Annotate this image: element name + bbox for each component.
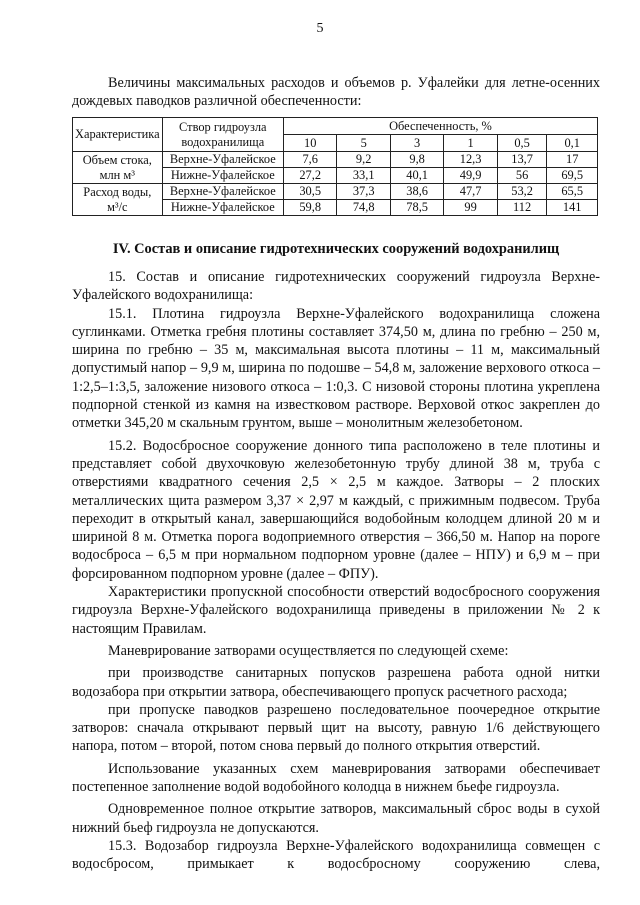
site-cell: Нижне-Уфалейское (162, 200, 283, 216)
page-number: 5 (316, 21, 324, 36)
value-cell: 37,3 (337, 184, 390, 200)
paragraph: Маневрирование затворами осуществляется по следующей схеме: (108, 642, 509, 659)
paragraph: Использование указанных схем маневрирования затворами обеспечивает постепенное заполнение водой водобойного колодца в нижнем бьефе гидроузла. (72, 760, 600, 796)
value-cell: 17 (547, 152, 598, 168)
paragraph: при пропуске паводков разрешено последовательное поочередное открытие затворов: сначала открывают первый щит на высоту, равную 1/6 действующего напора, потом – второй, потом снова первый до полного открытия отверстий. (72, 701, 600, 755)
value-cell: 99 (444, 200, 497, 216)
header-characteristic: Характеристика (73, 118, 163, 152)
value-cell: 74,8 (337, 200, 390, 216)
value-cell: 12,3 (444, 152, 497, 168)
paragraph: при производстве санитарных попусков разрешена работа одной нитки водозабора при открытии затвора, обеспечивающего пропуск расчетного расхода; (72, 665, 600, 700)
body-text (72, 268, 600, 874)
table-row (73, 184, 598, 200)
value-cell: 53,2 (497, 184, 547, 200)
value-cell: 49,9 (444, 168, 497, 184)
value-cell: 59,8 (283, 200, 336, 216)
value-cell: 9,2 (337, 152, 390, 168)
value-cell: 56 (497, 168, 547, 184)
site-cell: Нижне-Уфалейское (162, 168, 283, 184)
header-site: Створ гидроузла водохранилища (162, 118, 283, 152)
value-cell: 9,8 (390, 152, 443, 168)
value-cell: 141 (547, 200, 598, 216)
value-cell: 65,5 (547, 184, 598, 200)
paragraph: 15.3. Водозабор гидроузла Верхне-Уфалейского водохранилища совмещен с водосбросом, примыкает к водосбросному сооружению слева, (72, 837, 600, 873)
group-label: Объем стока, млн м³ (73, 152, 163, 184)
paragraph: Одновременное полное открытие затворов, максимальный сброс воды в сухой нижний бьеф гидроузла не допускаются. (72, 801, 600, 836)
site-cell: Верхне-Уфалейское (162, 184, 283, 200)
probability-cell: 0,5 (497, 135, 547, 152)
value-cell: 30,5 (283, 184, 336, 200)
table-row (73, 152, 598, 168)
probability-cell: 3 (390, 135, 443, 152)
value-cell: 38,6 (390, 184, 443, 200)
paragraph: 15.2. Водосбросное сооружение донного типа расположено в теле плотины и представляет собой двухочковую железобетонную трубу длиной 38 м, труба с отверстиями квадратного сечения 2,5 × 2,5 м каждое. Затворы – 2 плоских металлических щита размером 3,37 × 2,97 м каждый, с прижимным подвесом. Труба переходит в открытый канал, завершающийся водобойным колодцем длиной 20 м и шириной 8 м. Отметка порога водоприемного отверстия – 366,50 м. Напор на пороге водосброса – 6,5 м при нормальном подпорном уровне (далее – НПУ) и 6,9 м – при форсированном подпорном уровне (далее – ФПУ). (72, 437, 600, 582)
value-cell: 27,2 (283, 168, 336, 184)
probability-cell: 0,1 (547, 135, 598, 152)
site-cell: Верхне-Уфалейское (162, 152, 283, 168)
value-cell: 78,5 (390, 200, 443, 216)
value-cell: 112 (497, 200, 547, 216)
header-probability: Обеспеченность, % (283, 118, 597, 135)
flood-table (72, 117, 598, 216)
probability-cell: 10 (283, 135, 336, 152)
value-cell: 40,1 (390, 168, 443, 184)
value-cell: 13,7 (497, 152, 547, 168)
value-cell: 7,6 (283, 152, 336, 168)
value-cell: 33,1 (337, 168, 390, 184)
intro-text: Величины максимальных расходов и объемов р. Уфалейки для летне-осенних дождевых паводков различной обеспеченности: (72, 75, 600, 110)
table-header-row (73, 118, 598, 135)
paragraph: Характеристики пропускной способности отверстий водосбросного сооружения гидроузла Верхне-Уфалейского водохранилища приведены в приложении № 2 к настоящим Правилам. (72, 584, 600, 637)
probability-cell: 5 (337, 135, 390, 152)
value-cell: 69,5 (547, 168, 598, 184)
section-heading: IV. Состав и описание гидротехнических сооружений водохранилищ (112, 241, 560, 257)
group-label: Расход воды, м³/с (73, 184, 163, 216)
value-cell: 47,7 (444, 184, 497, 200)
paragraph: 15.1. Плотина гидроузла Верхне-Уфалейского водохранилища сложена суглинками. Отметка гребня плотины составляет 374,50 м, длина по гребню – 250 м, ширина по гребню – 35 м, максимальная высота плотины – 11 м, максимальный допустимый напор – 9,9 м, ширина по подошве – 54,8 м, заложение верхового откоса – 1:2,5–1:3,5, заложение низового откоса – 1:0,3. С низовой стороны плотина укреплена подпорной стенкой из камня на известковом растворе. Верховой откос закреплен до отметки 345,20 м скальным грунтом, выше – монолитным железобетоном. (72, 305, 600, 432)
probability-cell: 1 (444, 135, 497, 152)
paragraph: 15. Состав и описание гидротехнических сооружений гидроузла Верхне-Уфалейского водохранилища: (72, 269, 600, 304)
